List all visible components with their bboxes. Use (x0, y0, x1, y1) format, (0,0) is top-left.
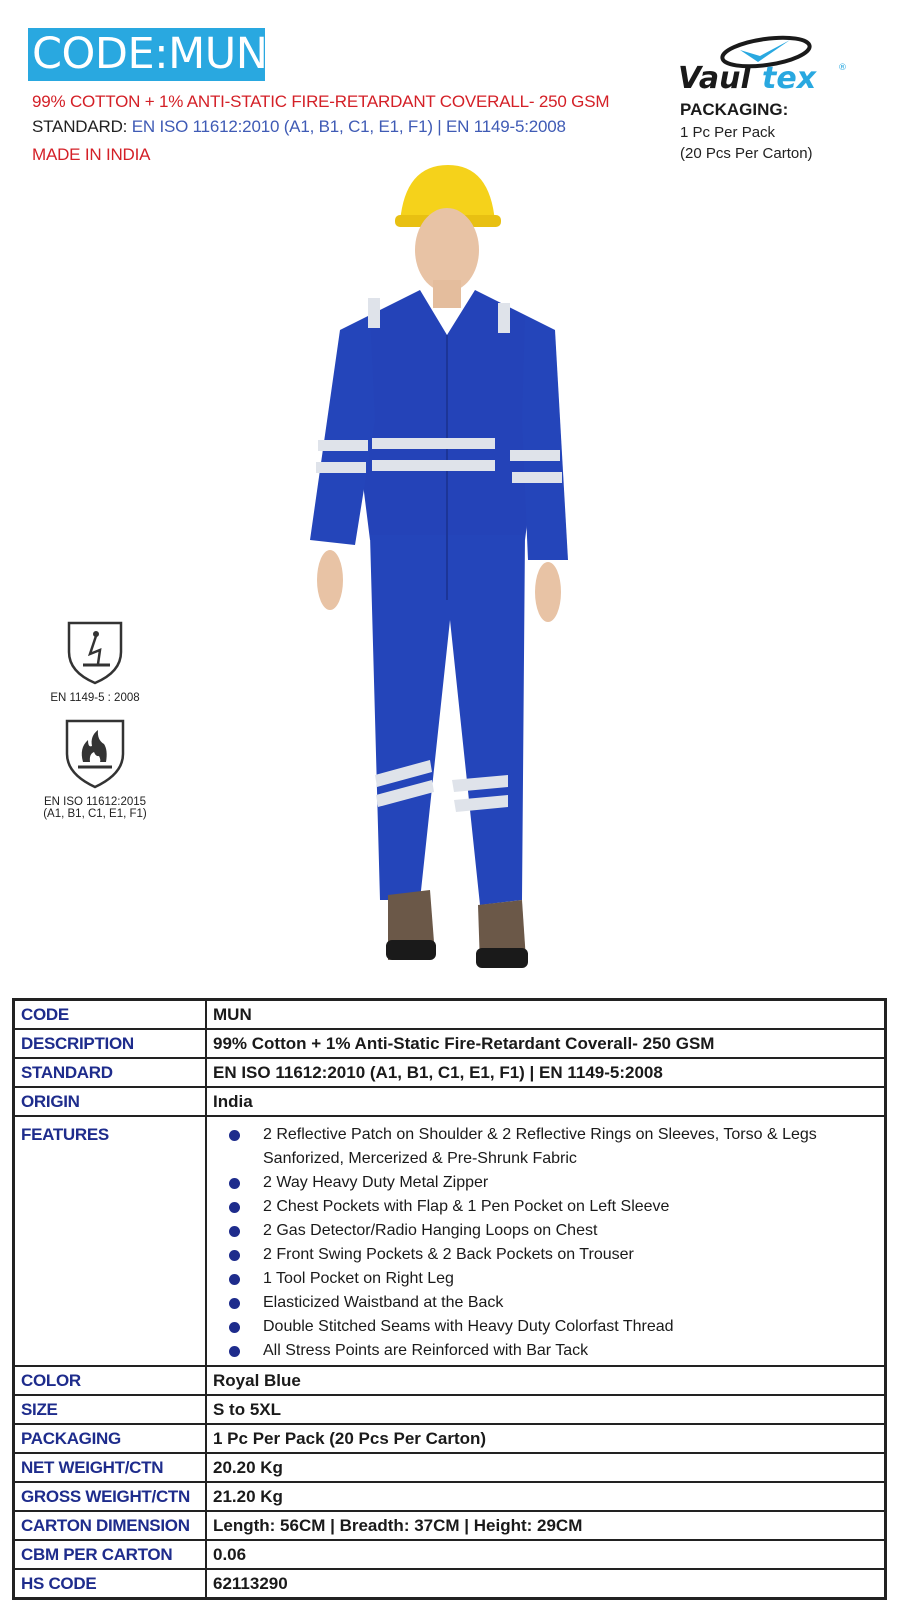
table-row-carton-dimension (14, 1511, 886, 1540)
spec-value: 21.20 Kg (206, 1482, 886, 1511)
spec-value: 99% Cotton + 1% Anti-Static Fire-Retardant Coverall- 250 GSM (206, 1029, 886, 1058)
packaging-line-1: 1 Pc Per Pack (680, 124, 776, 141)
bullet-icon (229, 1274, 240, 1285)
feature-item: 2 Reflective Patch on Shoulder & 2 Reflective Rings on Sleeves, Torso & Legs (213, 1123, 878, 1147)
spec-value: MUN (206, 1000, 886, 1030)
spec-label: HS CODE (14, 1569, 207, 1599)
feature-item: 2 Front Swing Pockets & 2 Back Pockets on Trouser (213, 1243, 878, 1267)
feature-item: Sanforized, Mercerized & Pre-Shrunk Fabric (263, 1150, 577, 1167)
spec-label: CARTON DIMENSION (14, 1511, 207, 1540)
table-row-features (14, 1116, 886, 1366)
vaultex-swoosh-icon (678, 32, 848, 94)
certification-en11612 (30, 718, 160, 820)
feature-item: 1 Tool Pocket on Right Leg (213, 1267, 878, 1291)
bullet-icon (229, 1322, 240, 1333)
table-row-gross-weight (14, 1482, 886, 1511)
standard-value: EN ISO 11612:2010 (A1, B1, C1, E1, F1) | EN 1149-5:2008 (131, 117, 566, 136)
flame-shield-icon (64, 718, 126, 790)
table-row-standard (14, 1058, 886, 1087)
spec-value: 1 Pc Per Pack (20 Pcs Per Carton) (206, 1424, 886, 1453)
table-row-cbm (14, 1540, 886, 1569)
spec-label: FEATURES (14, 1116, 207, 1366)
spec-label: STANDARD (14, 1058, 207, 1087)
certification-label: EN ISO 11612:2015 (43, 796, 147, 808)
spec-label: CODE (14, 1000, 207, 1030)
packaging-line-2: (20 Pcs Per Carton) (680, 145, 813, 162)
feature-item: All Stress Points are Reinforced with Bar Tack (213, 1339, 878, 1363)
spec-label: ORIGIN (14, 1087, 207, 1116)
vaultex-logo (678, 32, 848, 94)
bullet-icon (229, 1226, 240, 1237)
specification-table (12, 998, 887, 1600)
bullet-icon (229, 1298, 240, 1309)
certification-label: EN 1149-5 : 2008 (50, 692, 140, 704)
spec-label: DESCRIPTION (14, 1029, 207, 1058)
table-row-hs-code (14, 1569, 886, 1599)
spec-value: Length: 56CM | Breadth: 37CM | Height: 29CM (206, 1511, 886, 1540)
table-row-description (14, 1029, 886, 1058)
bullet-icon (229, 1130, 240, 1141)
feature-item: 2 Gas Detector/Radio Hanging Loops on Chest (213, 1219, 878, 1243)
spec-value: Royal Blue (206, 1366, 886, 1395)
certification-en1149 (40, 620, 150, 704)
spec-label: CBM PER CARTON (14, 1540, 207, 1569)
spec-value: S to 5XL (206, 1395, 886, 1424)
svg-text:Vaul: Vaul (678, 61, 751, 94)
certification-label-sub: (A1, B1, C1, E1, F1) (43, 808, 147, 820)
packaging-title: PACKAGING: (680, 100, 789, 119)
spec-label: SIZE (14, 1395, 207, 1424)
bullet-icon (229, 1178, 240, 1189)
spec-label: NET WEIGHT/CTN (14, 1453, 207, 1482)
table-row-size (14, 1395, 886, 1424)
coverall-mannequin-illustration (300, 160, 590, 990)
table-row-color (14, 1366, 886, 1395)
spec-label: PACKAGING (14, 1424, 207, 1453)
svg-text:®: ® (838, 63, 847, 73)
standard-label: STANDARD: (32, 117, 128, 136)
spec-label: COLOR (14, 1366, 207, 1395)
features-list (213, 1117, 878, 1365)
table-row-net-weight (14, 1453, 886, 1482)
spec-value-features (206, 1116, 886, 1366)
feature-item: 2 Chest Pockets with Flap & 1 Pen Pocket on Left Sleeve (213, 1195, 878, 1219)
table-row-packaging (14, 1424, 886, 1453)
product-image (300, 160, 590, 990)
spec-label: GROSS WEIGHT/CTN (14, 1482, 207, 1511)
product-description-heading: 99% COTTON + 1% ANTI-STATIC FIRE-RETARDANT COVERALL- 250 GSM (32, 92, 610, 111)
feature-item: Elasticized Waistband at the Back (213, 1291, 878, 1315)
antistatic-shield-icon (66, 620, 124, 686)
standard-heading (32, 117, 566, 137)
table-row-code (14, 1000, 886, 1030)
spec-value: 0.06 (206, 1540, 886, 1569)
spec-value: India (206, 1087, 886, 1116)
origin-heading: MADE IN INDIA (32, 145, 151, 164)
svg-text:tex: tex (762, 61, 817, 94)
spec-value: 20.20 Kg (206, 1453, 886, 1482)
feature-item: 2 Way Heavy Duty Metal Zipper (213, 1171, 878, 1195)
bullet-icon (229, 1346, 240, 1357)
spec-value: EN ISO 11612:2010 (A1, B1, C1, E1, F1) | EN 1149-5:2008 (206, 1058, 886, 1087)
bullet-icon (229, 1202, 240, 1213)
table-row-origin (14, 1087, 886, 1116)
bullet-icon (229, 1250, 240, 1261)
product-code-badge: CODE:MUN (28, 28, 265, 81)
spec-value: 62113290 (206, 1569, 886, 1599)
feature-item: Double Stitched Seams with Heavy Duty Colorfast Thread (213, 1315, 878, 1339)
